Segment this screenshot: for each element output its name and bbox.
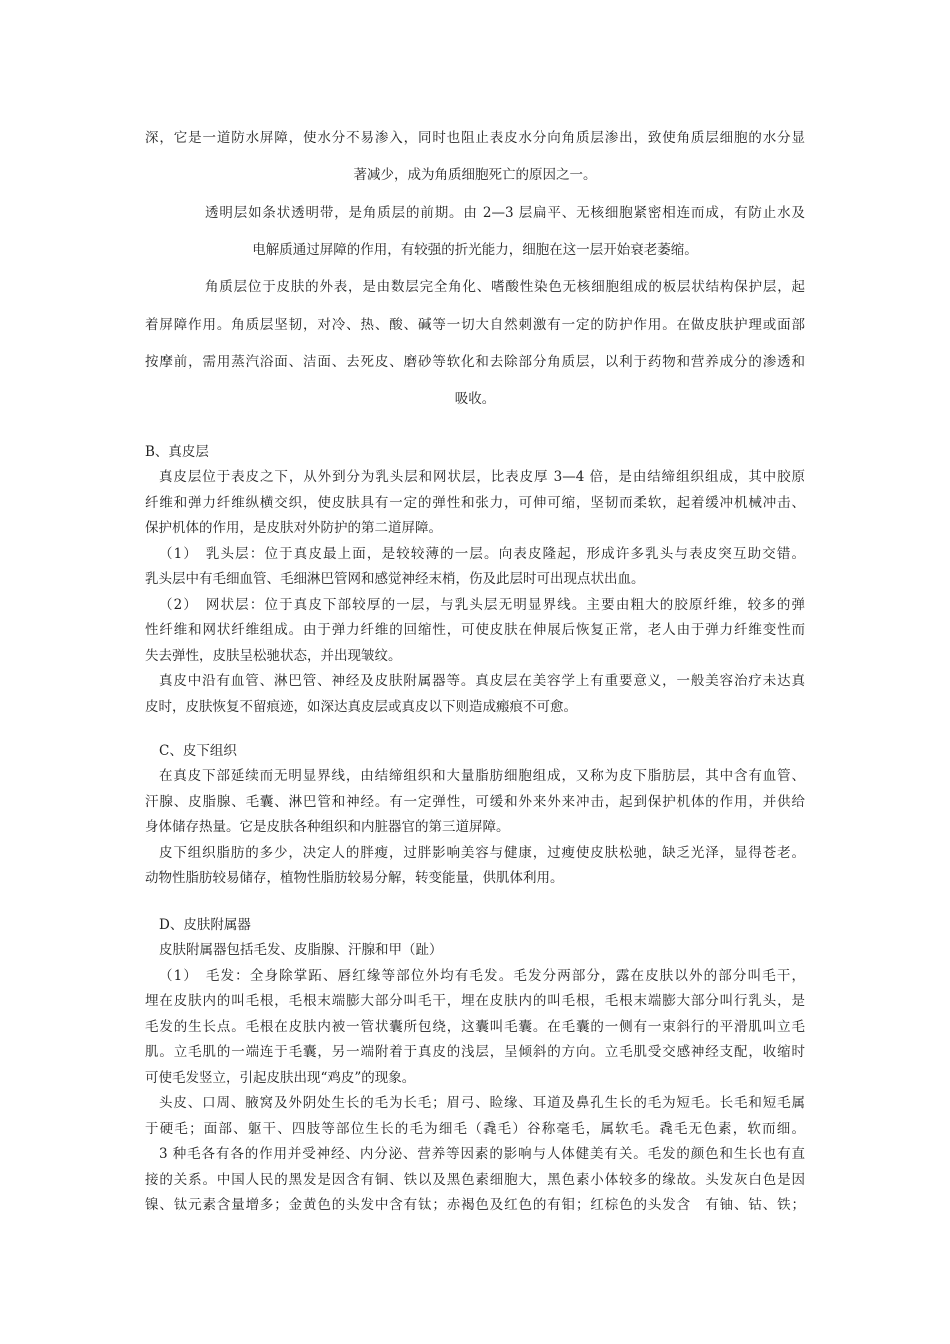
text-line: 透明层如条状透明带，是角质层的前期。由 2—3 层扁平、无核细胞紧密相连而成，有防止水及 xyxy=(205,205,805,221)
text-line: 皮时，皮肤恢复不留痕迹，如深达真皮层或真皮以下则造成瘢痕不可愈。 xyxy=(145,699,577,715)
text-line: 著减少，成为角质细胞死亡的原因之一。 xyxy=(353,167,597,183)
text-line: 真皮层位于表皮之下，从外到分为乳头层和网状层，比表皮厚 3—4 倍，是由结缔组织组成，其中胶原 xyxy=(159,469,805,485)
text-line: 按摩前，需用蒸汽浴面、洁面、去死皮、磨砂等软化和去除部分角质层，以利于药物和营养成分的渗透和 xyxy=(145,354,805,370)
text-line: 可使毛发竖立，引起皮肤出现“鸡皮”的现象。 xyxy=(145,1070,416,1086)
text-line: 吸收。 xyxy=(454,391,496,407)
text-line: 纤维和弹力纤维纵横交织，使皮肤具有一定的弹性和张力，可伸可缩，坚韧而柔软，起着缓冲机械冲击、 xyxy=(145,495,805,511)
section-heading: C、皮下组织 xyxy=(159,743,237,759)
text-line: 皮下组织脂肪的多少，决定人的胖瘦，过胖影响美容与健康，过瘦使皮肤松驰，缺乏光泽，显得苍老。 xyxy=(159,845,805,861)
text-line: 汗腺、皮脂腺、毛囊、淋巴管和神经。有一定弹性，可缓和外来外来冲击，起到保护机体的作用，并供给 xyxy=(145,794,805,810)
text-line: 失去弹性，皮肤呈松驰状态，并出现皱纹。 xyxy=(145,648,402,664)
text-line: 3 种毛各有各的作用并受神经、内分泌、营养等因素的影响与人体健美有关。毛发的颜色和生长也有直 xyxy=(159,1146,805,1162)
text-line: 头皮、口周、腋窝及外阴处生长的毛为长毛；眉弓、睑缘、耳道及鼻孔生长的毛为短毛。长毛和短毛属 xyxy=(159,1095,805,1111)
section-heading: B、真皮层 xyxy=(145,444,209,460)
text-line: （1） 乳头层：位于真皮最上面，是较较薄的一层。向表皮隆起，形成许多乳头与表皮突互助交错。 xyxy=(159,546,805,562)
text-line: 电解质通过屏障的作用，有较强的折光能力，细胞在这一层开始衰老萎缩。 xyxy=(252,242,698,258)
text-line: 埋在皮肤内的叫毛根，毛根末端膨大部分叫毛干，埋在皮肤内的叫毛根，毛根末端膨大部分叫行乳头，是 xyxy=(145,993,805,1009)
text-line: 身体储存热量。它是皮肤各种组织和内脏器官的第三道屏障。 xyxy=(145,819,510,835)
text-line: 乳头层中有毛细血管、毛细淋巴管网和感觉神经末梢，伤及此层时可出现点状出血。 xyxy=(145,571,645,587)
text-line: 保护机体的作用，是皮肤对外防护的第二道屏障。 xyxy=(145,520,442,536)
text-line: （1） 毛发：全身除掌跖、唇红缘等部位外均有毛发。毛发分两部分，露在皮肤以外的部分叫毛干， xyxy=(159,968,805,984)
text-line: 在真皮下部延续而无明显界线，由结缔组织和大量脂肪细胞组成，又称为皮下脂肪层，其中含有血管、 xyxy=(159,768,805,784)
text-line: 毛发的生长点。毛根在皮肤内被一管状囊所包绕，这囊叫毛囊。在毛囊的一侧有一束斜行的平滑肌叫立毛 xyxy=(145,1019,805,1035)
text-line: 真皮中沿有血管、淋巴管、神经及皮肤附属器等。真皮层在美容学上有重要意义，一般美容治疗未达真 xyxy=(159,673,805,689)
text-line: 皮肤附属器包括毛发、皮脂腺、汗腺和甲（趾） xyxy=(159,942,443,958)
text-line: 肌。立毛肌的一端连于毛囊，另一端附着于真皮的浅层，呈倾斜的方向。立毛肌受交感神经支配，收缩时 xyxy=(145,1044,805,1060)
text-line: 着屏障作用。角质层坚韧，对冷、热、酸、碱等一切大自然刺激有一定的防护作用。在做皮肤护理或面部 xyxy=(145,317,805,333)
text-line: 镍、钛元素含量增多；金黄色的头发中含有钛；赤褐色及红色的有钼；红棕色的头发含 有铀、钴、铁； xyxy=(145,1197,805,1213)
text-line: 深，它是一道防水屏障，使水分不易渗入，同时也阻止表皮水分向角质层渗出，致使角质层细胞的水分显 xyxy=(145,130,805,146)
text-line: 于硬毛；面部、躯干、四肢等部位生长的毛为细毛（毳毛）谷称毫毛，属软毛。毳毛无色素，软而细。 xyxy=(145,1121,805,1137)
section-heading: D、皮肤附属器 xyxy=(159,917,251,933)
text-line: 接的关系。中国人民的黑发是因含有铜、铁以及黑色素细胞大，黑色素小体较多的缘故。头发灰白色是因 xyxy=(145,1172,805,1188)
text-line: （2） 网状层：位于真皮下部较厚的一层，与乳头层无明显界线。主要由粗大的胶原纤维，较多的弹 xyxy=(159,597,805,613)
text-line: 性纤维和网状纤维组成。由于弹力纤维的回缩性，可使皮肤在伸展后恢复正常，老人由于弹力纤维变性而 xyxy=(145,622,805,638)
text-line: 动物性脂肪较易储存，植物性脂肪较易分解，转变能量，供肌体利用。 xyxy=(145,870,564,886)
text-line: 角质层位于皮肤的外表，是由数层完全角化、嗜酸性染色无核细胞组成的板层状结构保护层，起 xyxy=(205,279,805,295)
